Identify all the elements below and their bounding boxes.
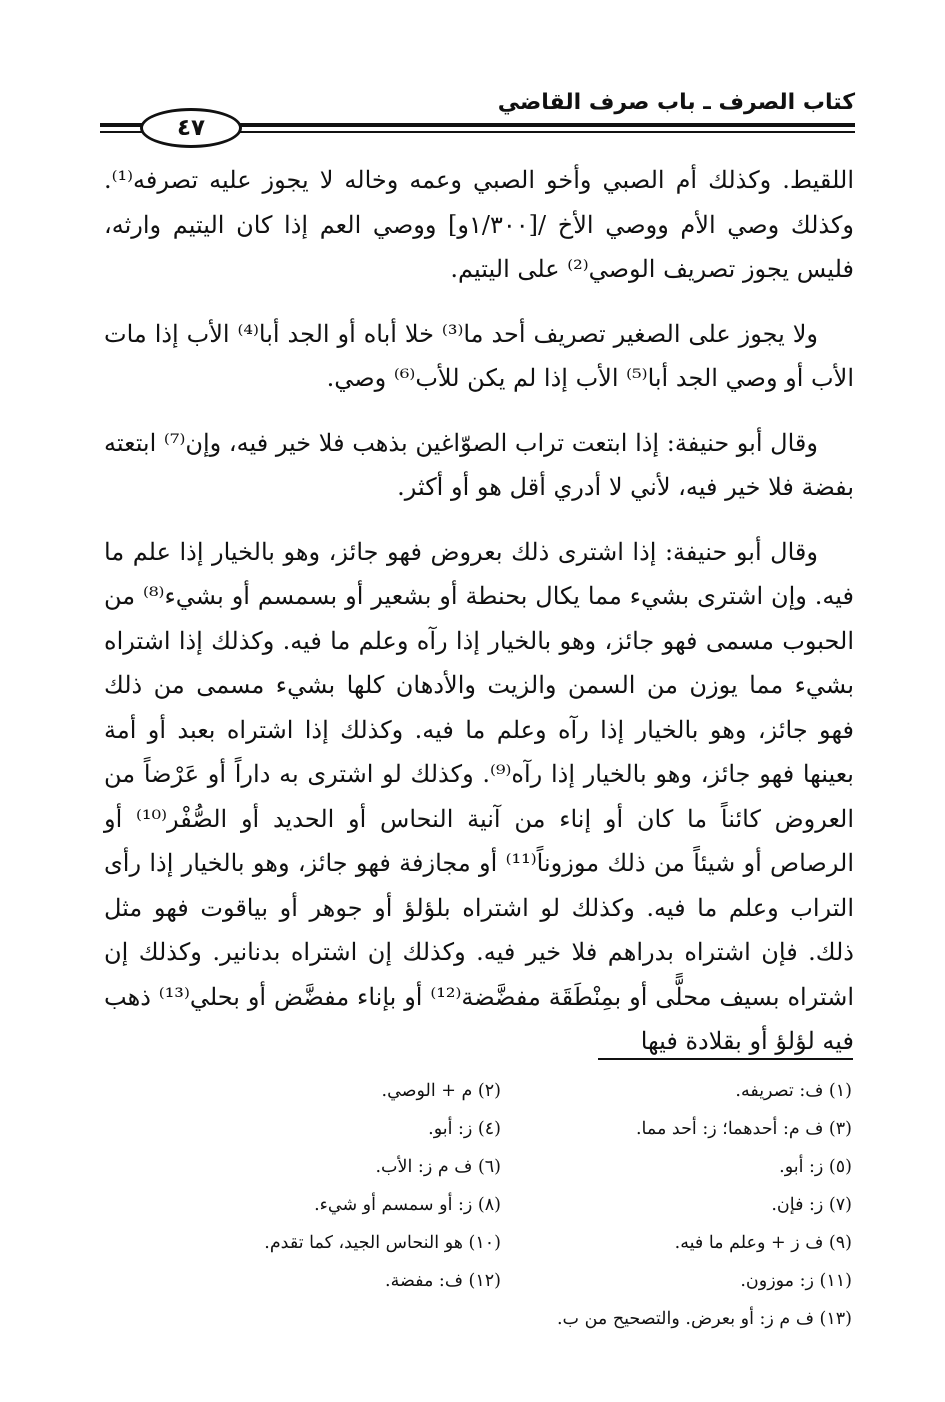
footnote-5: (٥) ز: أبو. (779, 1157, 852, 1177)
paragraph-2: ولا يجوز على الصغير تصريف أحد ما⁽³⁾ خلا أباه أو الجد أبا⁽⁴⁾ الأب إذا مات الأب أو وصي الجد أبا⁽⁵⁾ الأب إذا لم يكن للأب⁽⁶⁾ وصي. (104, 319, 854, 392)
footnote-row (150, 1262, 852, 1300)
footnote-11: (١١) ز: موزون. (740, 1271, 852, 1291)
page-header (100, 86, 855, 146)
footnote-13: (١٣) ف م ز: أو بعرض. والتصحيح من ب. (556, 1309, 852, 1329)
running-title: كتاب الصرف ـ باب صرف القاضي (497, 90, 855, 115)
footnote-row (150, 1186, 852, 1224)
footnote-3: (٣) ف م: أحدهما؛ ز: أحد مما. (635, 1119, 852, 1139)
footnote-4: (٤) ز: أبو. (428, 1119, 501, 1139)
main-text (104, 158, 854, 1074)
footnote-12: (١٢) ف: مفضة. (385, 1271, 501, 1291)
footnote-9: (٩) ف ز + وعلم ما فيه. (674, 1233, 852, 1253)
footnote-separator (598, 1058, 853, 1060)
footnote-8: (٨) ز: أو سمسم أو شيء. (314, 1195, 501, 1215)
footnote-row (150, 1300, 852, 1338)
paragraph-4: وقال أبو حنيفة: إذا اشترى ذلك بعروض فهو جائز، وهو بالخيار إذا علم ما فيه. وإن اشترى بشيء مما يكال بحنطة أو بشعير أو بسمسم أو بشيء⁽⁸⁾ من الحبوب مسمى فهو جائز، وهو بالخيار إذا رآه وعلم ما فيه. وكذلك إذا اشتراه بشيء مما يوزن من السمن والزيت والأدهان كلها بشيء مسمى من ذلك فهو جائز، وهو بالخيار إذا رآه وعلم ما فيه. وكذلك إذا اشتراه بعبد أو أمة بعينها فهو جائز، وهو بالخيار إذا رآه⁽⁹⁾. وكذلك لو اشترى به داراً أو عَرْضاً من العروض كائناً ما كان أو إناء من آنية النحاس أو الحديد أو الصُّفْر⁽¹⁰⁾ أو الرصاص أو شيئاً من ذلك موزوناً⁽¹¹⁾ أو مجازفة فهو جائز، وهو بالخيار إذا رأى التراب وعلم ما فيه. وكذلك لو اشتراه بلؤلؤ أو جوهر أو بياقوت فهو مثل ذلك. فإن اشتراه بدراهم فلا خير فيه. وكذلك إن اشتراه بدنانير. وكذلك إن اشتراه بسيف محلًّى أو بمِنْطَقَة مفضَّضة⁽¹²⁾ أو بإناء مفضَّض أو بحلي⁽¹³⁾ ذهب فيه لؤلؤ أو بقلادة فيها (104, 537, 855, 1055)
footnote-row (150, 1110, 852, 1148)
footnote-row (150, 1148, 852, 1186)
footnote-1: (١) ف: تصريفه. (735, 1081, 852, 1101)
footnote-10: (١٠) هو النحاس الجيد، كما تقدم. (264, 1233, 501, 1253)
paragraph-3: وقال أبو حنيفة: إذا ابتعت تراب الصوّاغين بذهب فلا خير فيه، وإن⁽⁷⁾ ابتعته بفضة فلا خير فيه، لأني لا أدري أقل هو أو أكثر. (104, 428, 854, 501)
footnote-row (150, 1224, 852, 1262)
footnote-6: (٦) ف م ز: الأب. (375, 1157, 501, 1177)
footnote-2: (٢) م + الوصي. (381, 1081, 501, 1101)
footnote-row (150, 1072, 852, 1110)
footnote-7: (٧) ز: فإن. (771, 1195, 852, 1215)
paragraph-1: اللقيط. وكذلك أم الصبي وأخو الصبي وعمه وخاله لا يجوز عليه تصرفه⁽¹⁾. وكذلك وصي الأم ووصي الأخ /[١/٣٠٠و] ووصي العم إذا كان اليتيم وارثه، فليس يجوز تصريف الوصي⁽²⁾ على اليتيم. (104, 166, 855, 283)
page-number: ٤٧ (140, 108, 242, 148)
footnotes (150, 1072, 852, 1338)
